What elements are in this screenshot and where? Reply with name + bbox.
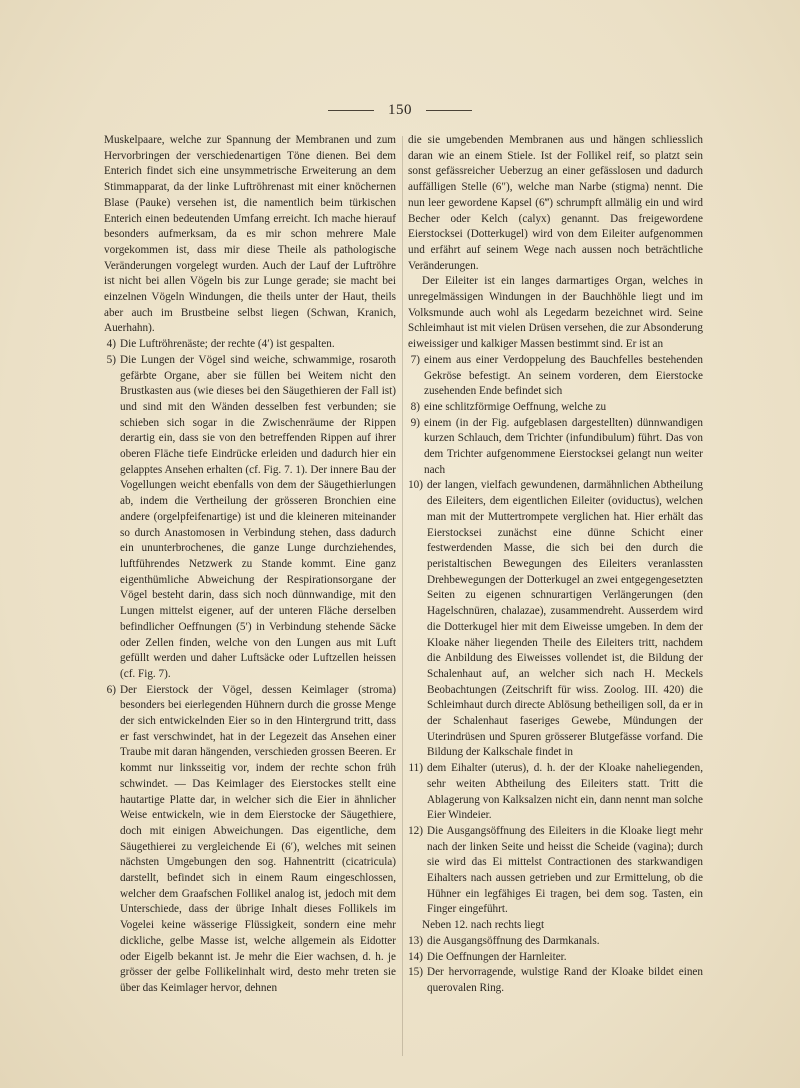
item-text: einem (in der Fig. aufgeblasen dargestellten) dünnwandigen kurzen Schlauch, dem Trichter (infundibulum) führt. Das von dem Trichter aufgenommene Eierstocksei gelangt nun weiter nach	[424, 416, 703, 476]
numbered-item	[104, 353, 396, 683]
item-number: 8 )	[400, 400, 420, 416]
paragraph: Muskelpaare, welche zur Spannung der Membranen und zum Hervorbringen der verschiedenartigen Töne dienen. Bei dem Enterich findet sich eine unsymmetrische Erweiterung an dem Stimmapparat, da der linke Luftröhrenast mit einer knöchernen Blase (Pauke) versehen ist, die namentlich beim türkischen Enterich einen bedeutenden Umfang erreicht. Ich mache hierauf besonders aufmerksam, da es mir schon mehrere Male vorgekommen ist, dass mir diese Theile als pathologische Veränderungen vorgelegt wurden. Auch der Lauf der Luftröhre ist nicht bei allen Vögeln bis zur Lunge gerade; sie macht bei einzelnen Vögeln Windungen, die theils unter der Haut, theils aber auch im Brustbeine selbst liegen (Schwan, Kranich, Auerhahn).	[104, 134, 396, 335]
item-text: Die Luftröhrenäste; der rechte (4′) ist gespalten.	[120, 338, 335, 351]
item-number: 5 )	[96, 353, 116, 369]
numbered-item	[408, 950, 703, 966]
column-divider	[402, 136, 403, 1056]
numbered-item	[408, 416, 703, 479]
right-column	[408, 133, 703, 997]
item-number: 10 )	[398, 478, 423, 494]
header-rule-left	[328, 110, 374, 111]
item-text: Die Lungen der Vögel sind weiche, schwammige, rosaroth gefärbte Organe, aber sie füllen bei Weitem nicht den Brustkasten aus (wie dieses bei den Säugethieren der Fall ist) und sind mit den Wänden desselben fest verbunden; sie schieben sich sogar in die Zwischenräume der Rippen derartig ein, dass sie von den betreffenden Rippen auf ihrer oberen Fläche tiefe Eindrücke erleiden und dadurch hier ein gelapptes Ansehen erhalten (cf. Fig. 7. 1). Der innere Bau der Vogellungen weicht ebenfalls von dem der Säugethierlungen ab, indem die Vertheilung der grösseren Bronchien eine andere (orgelpfeifenartige) ist und die kleineren miteinander so durch Anastomosen in Verbindung stehen, dass dadurch ein ununterbrochenes, die ganze Lunge durchziehendes, luftführendes Netzwerk zu Stande kommt. Eine ganz eigenthümliche Abweichung der Respirationsorgane der Vögel besteht darin, dass sich noch dünnwandige, mit den Lungen mittelst eigener, auf der unteren Fläche derselben befindlicher Oeffnungen (5′) in Verbindung stehende Säcke oder Zellen finden, welche von den Lungen aus mit Luft gefüllt werden und daher Luftsäcke oder Luftzellen heissen (cf. Fig. 7).	[120, 353, 396, 680]
page-header	[0, 102, 800, 119]
left-column	[104, 133, 396, 997]
item-text: der langen, vielfach gewundenen, darmähnlichen Abtheilung des Eileiters, dem eigentlichen Eileiter (oviductus), welchen man mit der Muttertrompete verglichen hat. Hier erhält das Eierstocksei zunächst eine dünne Schicht einer festwerdenden Masse, die sich bei den durch die peristaltischen Bewegungen des Eileiters veranlassten Drehbewegungen der Dotterkugel an zwei entgegengesetzten Seiten zu eigenen schnurartigen Verlängerungen (den Hagelschnüren, chalazae), zusammendreht. Ausserdem wird die Dotterkugel hier mit dem Eiweisse umgeben. In dem der Kloake näher liegenden Theile des Eileiters tritt, nachdem die Anbildung des Eiweisses vollendet ist, die Bildung der Schalenhaut auf, an welcher sich nach H. Meckels Beobachtungen (Zeitschrift für wiss. Zoolog. III. 420) die Schleimhaut durch directe Ablösung betheiligen soll, da er in der Schalenhaut faseriges Gewebe, Mündungen der Uterindrüsen und Spuren grösserer Blutgefässe vorfand. Die Bildung der Kalkschale findet in	[427, 479, 703, 759]
item-text: Der hervorragende, wulstige Rand der Kloake bildet einen querovalen Ring.	[427, 966, 703, 994]
item-number: 6 )	[96, 683, 116, 699]
item-number: 11 )	[398, 761, 423, 777]
numbered-item	[408, 934, 703, 950]
item-number: 15 )	[398, 965, 423, 981]
numbered-item	[104, 337, 396, 353]
page-number: 150	[388, 102, 412, 118]
item-number: 4 )	[96, 337, 116, 353]
paragraph: die sie umgebenden Membranen aus und hängen schliesslich daran wie an einem Stiele. Ist der Follikel reif, so platzt sein sonst gefässreicher Ueberzug an einer gefässlosen und dadurch auffälligen Stelle (6″), welche man Narbe (stigma) nennt. Die nun leer gewordene Kapsel (6‴) schrumpft allmälig ein und wird Becher oder Kelch (calyx) genannt. Das freigewordene Eierstocksei (Dotterkugel) wird von dem Eileiter aufgenommen und erfährt auf seinem Wege nach aussen noch beträchtliche Veränderungen.	[408, 134, 703, 272]
numbered-item	[408, 824, 703, 918]
item-text: Die Ausgangsöffnung des Eileiters in die Kloake liegt mehr nach der linken Seite und heisst die Scheide (vagina); durch sie wird das Ei mittelst Contractionen des starkwandigen Eihalters nach aussen getrieben und zur Ermittelung, ob die Hühner ein legfähiges Ei tragen, bei dem sog. Tasten, ein Finger eingeführt.	[427, 824, 703, 916]
item-number: 13 )	[398, 934, 423, 950]
item-text: die Ausgangsöffnung des Darmkanals.	[427, 934, 600, 947]
numbered-item	[408, 478, 703, 761]
item-text: eine schlitzförmige Oeffnung, welche zu	[424, 400, 607, 413]
numbered-item	[408, 400, 703, 416]
numbered-item	[104, 683, 396, 997]
item-number: 12 )	[398, 824, 423, 840]
item-text: dem Eihalter (uterus), d. h. der der Kloake naheliegenden, sehr weiten Abtheilung des Eileiters statt. Tritt die Ablagerung von Kalksalzen nicht ein, dann nennt man solche Eier Windeier.	[427, 762, 703, 822]
item-number: 14 )	[398, 950, 423, 966]
numbered-item	[408, 353, 703, 400]
numbered-item	[408, 761, 703, 824]
item-text: einem aus einer Verdoppelung des Bauchfelles bestehenden Gekröse befestigt. An seinem vorderen, dem Eierstocke zusehenden Ende befindet sich	[424, 353, 703, 398]
header-rule-right	[426, 110, 472, 111]
paragraph: Neben 12. nach rechts liegt	[422, 919, 545, 932]
item-number: 7 )	[400, 353, 420, 369]
paragraph: Der Eileiter ist ein langes darmartiges Organ, welches in unregelmässigen Windungen in der Bauchhöhle liegt und im Volksmunde auch wohl als Legedarm bezeichnet wird. Seine Schleimhaut ist mit vielen Drüsen versehen, die zur Absonderung eiweissiger und kalkiger Massen bestimmt sind. Er ist an	[408, 275, 703, 351]
item-text: Der Eierstock der Vögel, dessen Keimlager (stroma) besonders bei eierlegenden Hühnern durch die grosse Menge der sich entwickelnden Eier so in den Hintergrund tritt, dass er fast verschwindet, hat in der Legezeit das Ansehen einer Traube mit daran hängenden, verschieden grossen Beeren. Er kommt nur linksseitig vor, indem der rechte schon früh schwindet. — Das Keimlager des Eierstockes stellt eine hautartige Platte dar, in welcher sich die Eier in ähnlicher Weise entwickeln, wie in dem Eierstocke der Säugethiere, doch mit einigen Abweichungen. Das eigentliche, dem Säugethierei zu vergleichende Ei (6′), welches mit seinen nächsten Umgebungen den sog. Hahnentritt (cicatricula) darstellt, befindet sich in einem Raum eingeschlossen, welcher dem Graafschen Follikel analog ist, jedoch mit dem Unterschiede, dass der übrige Inhalt dieses Follikels im Vogelei keine wässerige Flüssigkeit, sondern eine mehr dickliche, gelbe Masse ist, welche allgemein als Eidotter oder Eigelb bekannt ist. Je mehr die Eier wachsen, d. h. je grösser der gelbe Follikelinhalt wird, desto mehr treten sie über das Keimlager hervor, dehnen	[120, 683, 396, 994]
numbered-item	[408, 965, 703, 996]
item-number: 9 )	[400, 416, 420, 432]
item-text: Die Oeffnungen der Harnleiter.	[427, 950, 567, 963]
